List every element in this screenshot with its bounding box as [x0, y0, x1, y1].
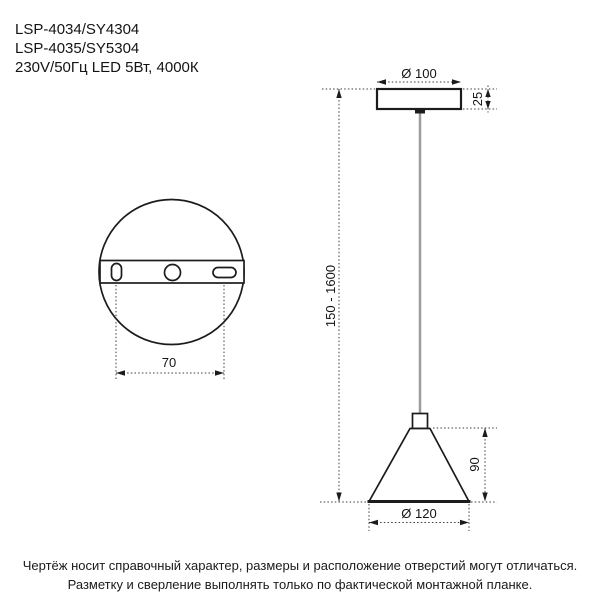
cord-grip: [413, 414, 428, 429]
shade-height-label: 90: [467, 457, 482, 472]
suspension-length-label: 150 - 1600: [323, 264, 338, 328]
canopy-diameter-arrow-right-icon: [452, 79, 461, 84]
hole-spacing-arrow-right-icon: [215, 370, 224, 375]
suspension-length-arrow-top-icon: [336, 89, 341, 98]
canopy-diameter-label: Ø 100: [401, 66, 437, 81]
product-model-1: LSP-4034/SY4304: [15, 21, 140, 38]
footer-note-2: Разметку и сверление выполнять только по фактической монтажной планке.: [67, 577, 533, 592]
product-model-2: LSP-4035/SY5304: [15, 40, 140, 57]
shade-diameter-arrow-left-icon: [369, 520, 378, 525]
hole-spacing-label: 70: [161, 355, 177, 370]
shade-diameter-arrow-right-icon: [460, 520, 469, 525]
suspension-length-arrow-bottom-icon: [336, 493, 341, 502]
canopy-height-arrow-bottom-icon: [485, 101, 490, 109]
shade-diameter-label: Ø 120: [401, 506, 437, 521]
hole-spacing-arrow-left-icon: [116, 370, 125, 375]
shade-cone: [369, 429, 469, 502]
canopy-height-arrow-top-icon: [485, 89, 490, 97]
canopy-diameter-arrow-left-icon: [377, 79, 386, 84]
canopy-nub: [415, 109, 425, 114]
shade-height-arrow-top-icon: [482, 428, 487, 437]
shade-height-arrow-bottom-icon: [482, 493, 487, 502]
product-specs: 230V/50Гц LED 5Вт, 4000К: [15, 59, 199, 76]
canopy-height-label: 25: [470, 91, 485, 107]
canopy: [377, 89, 461, 109]
footer-note-1: Чертёж носит справочный характер, размеры и расположение отверстий могут отличаться.: [22, 558, 578, 573]
